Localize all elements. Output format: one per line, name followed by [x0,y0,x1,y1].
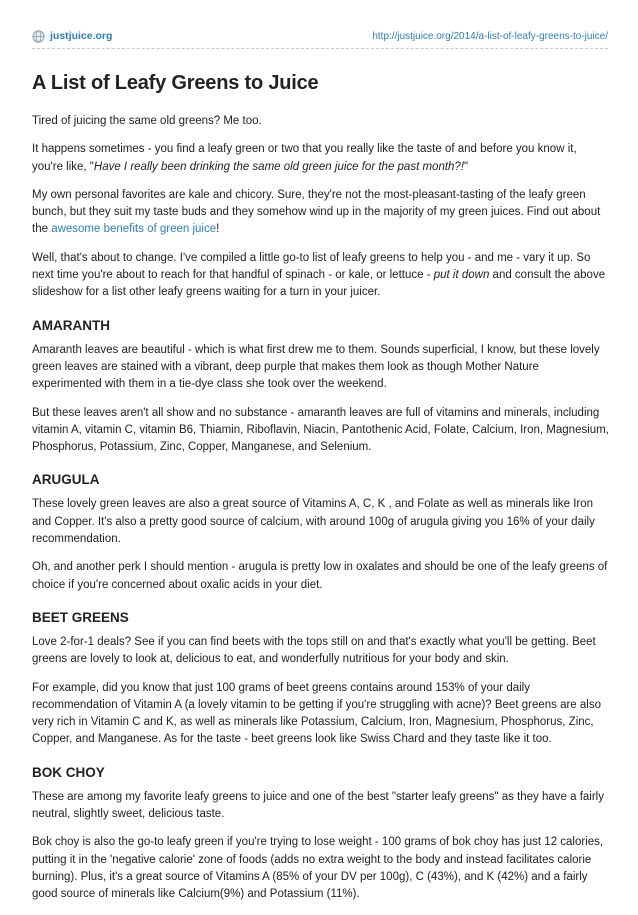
header-divider [32,48,608,49]
intro-p4-text-end: and consult the above slideshow for a list other leafy greens waiting for a turn in your juicer. [32,269,606,299]
intro-p3-text-end: ! [216,223,220,236]
section-heading-arugula: ARUGULA [32,472,100,488]
intro-p3-text-start: My own personal favorites are kale and chicory. Sure, they're not the most-pleasant-tasting of the leafy green bunch, but they suit my taste buds and they somehow wind up in the majority of my green juices. Find out about the [32,188,601,236]
bok-choy-paragraph-2: Bok choy is also the go-to leafy green if you're trying to lose weight - 100 grams of bok choy has just 12 calories, putting it in the 'negative calorie' zone of foods (adds no extra weight to the body and instead facilitates calorie burning). Plus, it's a great source of Vitamins A (85% of your DV per 100g), C (43%), and K (42%) and a fairly good source of minerals like Calcium(9%) and Potassium (11%). [32,836,604,901]
intro-paragraph-1: Tired of juicing the same old greens? Me too. [32,115,262,127]
arugula-paragraph-1: These lovely green leaves are also a great source of Vitamins A, C, K , and Folate as well as minerals like Iron and Copper. It's also a pretty good source of calcium, with around 100g of arugula giving you 16% of your daily recommendation. [32,498,595,546]
intro-p2-text-end: " [464,160,469,173]
globe-icon [32,30,45,43]
intro-p2-text-start: It happens sometimes - you find a leafy green or two that you really like the taste of and before you know it, you're like, " [32,143,577,173]
page-url-link[interactable]: http://justjuice.org/2014/a-list-of-leafy-greens-to-juice/ [372,30,608,42]
bok-choy-paragraph-1: These are among my favorite leafy greens to juice and one of the best "starter leafy greens" as they have a fairly neutral, slightly sweet, delicious taste. [32,790,604,821]
article-body [32,72,610,915]
beet-greens-paragraph-1: Love 2-for-1 deals? See if you can find beets with the tops still on and that's exactly what you'll be getting. Beet greens are lovely to look at, delicious to eat, and wonderfully nutritious for your body and skin. [32,635,596,666]
section-heading-bok-choy: BOK CHOY [32,764,105,780]
intro-paragraph-3 [32,187,610,239]
green-juice-benefits-link[interactable]: awesome benefits of green juice [51,223,217,236]
intro-p2-emphasis: Have I really been drinking the same old green juice for the past month?! [93,160,465,173]
article-title: A List of Leafy Greens to Juice [32,72,319,94]
intro-p4-text-start: Well, that's about to change. I've compiled a little go-to list of leafy greens to help you - and me - vary it up. So next time you're about to reach for that handful of spinach - or kale, or lettuce - [32,251,591,282]
amaranth-paragraph-2: But these leaves aren't all show and no substance - amaranth leaves are full of vitamins and minerals, including vitamin A, vitamin C, vitamin B6, Thiamin, Riboflavin, Niacin, Pantothenic Acid, Folate, Calcium, Iron, Magnesium, Phosphorus, Potassium, Zinc, Copper, Manganese, and Selenium. [32,406,609,454]
section-heading-amaranth: AMARANTH [32,317,110,333]
intro-paragraph-2 [32,141,610,176]
site-identity [32,30,112,43]
site-name-link[interactable]: justjuice.org [50,30,113,42]
beet-greens-paragraph-2: For example, did you know that just 100 grams of beet greens contains around 153% of your daily recommendation of Vitamin A (a lovely vitamin to be getting if you're struggling with acne)? Beet greens are also very rich in Vitamin C and K, as well as minerals like Potassium, Calcium, Iron, Magnesium, Phosphorus, Zinc, Copper, and Manganese. As for the taste - beet greens look like Swiss Chard and they taste like it too. [32,681,601,746]
intro-p4-emphasis: put it down [433,269,490,282]
print-header [32,27,608,45]
section-heading-beet-greens: BEET GREENS [32,609,129,625]
arugula-paragraph-2: Oh, and another perk I should mention - arugula is pretty low in oxalates and should be one of the leafy greens of choice if you're concerned about oxalic acids in your diet. [32,561,608,591]
intro-paragraph-4 [32,250,610,302]
amaranth-paragraph-1: Amaranth leaves are beautiful - which is what first drew me to them. Sounds superficial, I know, but these lovely green leaves are stained with a vibrant, deep purple that makes them look as though Mother Nature experimented with them in a tie-dye class she took over the weekend. [32,343,600,391]
